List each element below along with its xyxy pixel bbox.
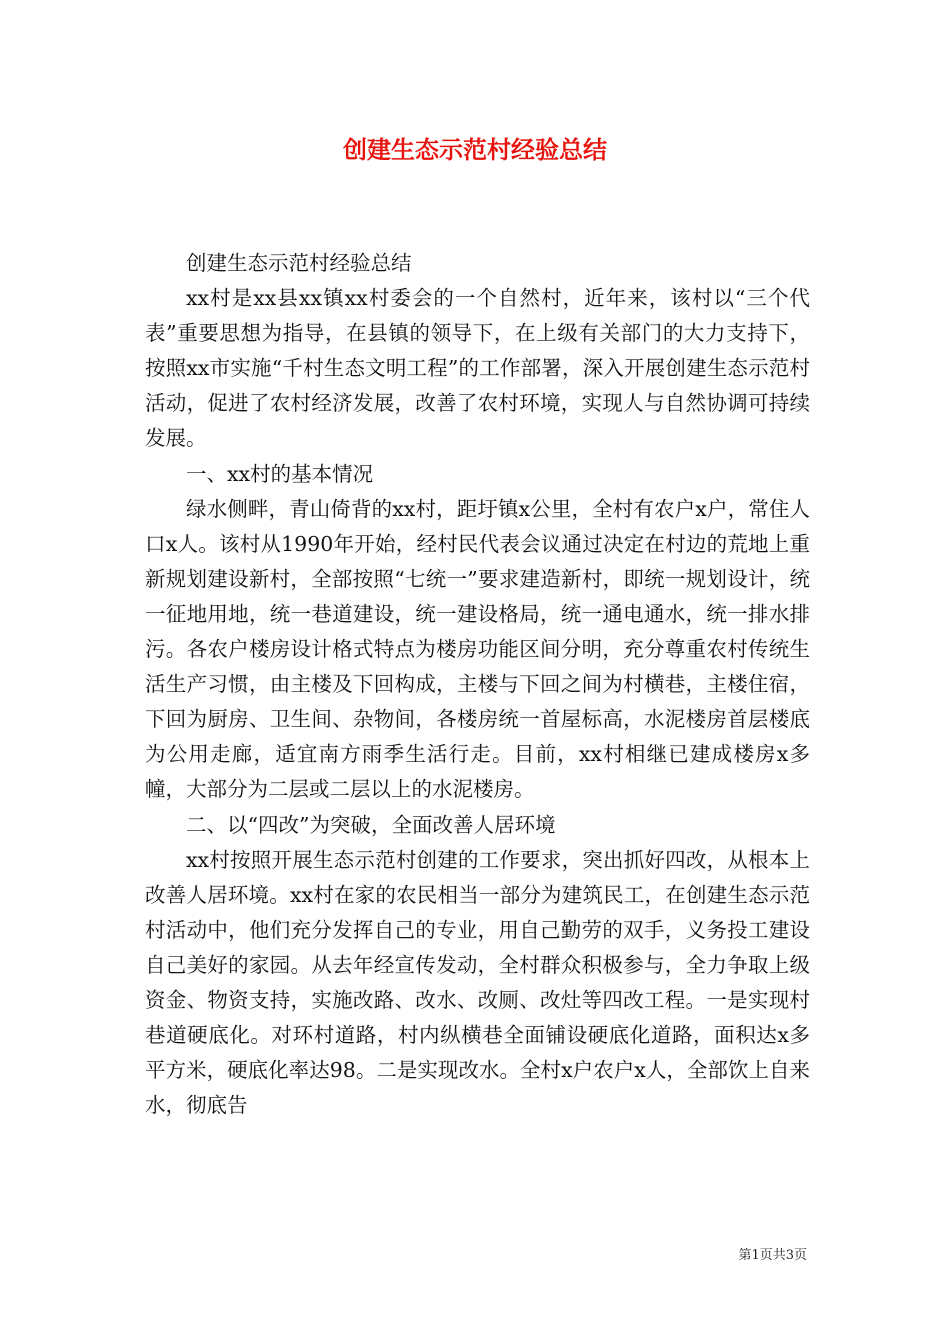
- page-number: 第1页共3页: [738, 1248, 807, 1263]
- paragraph-intro: xx村是xx县xx镇xx村委会的一个自然村，近年来，该村以“三个代表”重要思想为指导，在县镇的领导下，在上级有关部门的大力支持下，按照xx市实施“千村生态文明工程”的工作部署，深入开展创建生态示范村活动，促进了农村经济发展，改善了农村环境，实现人与自然协调可持续发展。: [145, 286, 810, 451]
- section-heading-1: 一、xx村的基本情况: [186, 461, 374, 486]
- paragraph-four-reforms: xx村按照开展生态示范村创建的工作要求，突出抓好四改，从根本上改善人居环境。xx村在家的农民相当一部分为建筑民工，在创建生态示范村活动中，他们充分发挥自己的专业，用自己勤劳的双手，义务投工建设自己美好的家园。从去年经宣传发动，全村群众积极参与，全力争取上级资金、物资支持，实施改路、改水、改厕、改灶等四改工程。一是实现村巷道硬底化。对环村道路，村内纵横巷全面铺设硬底化道路，面积达x多平方米，硬底化率达98。二是实现改水。全村x户农户x人，全部饮上自来水，彻底告: [145, 847, 810, 1118]
- document-title: 创建生态示范村经验总结: [343, 135, 607, 164]
- paragraph-basic-situation: 绿水侧畔，青山倚背的xx村，距圩镇x公里，全村有农户x户，常住人口x人。该村从1990年开始，经村民代表会议通过决定在村边的荒地上重新规划建设新村，全部按照“七统一”要求建造新村，即统一规划设计，统一征地用地，统一巷道建设，统一建设格局，统一通电通水，统一排水排污。各农户楼房设计格式特点为楼房功能区间分明，充分尊重农村传统生活生产习惯，由主楼及下回构成，主楼与下回之间为村横巷，主楼住宿，下回为厨房、卫生间、杂物间，各楼房统一首屋标高，水泥楼房首层楼底为公用走廊，适宜南方雨季生活行走。目前，xx村相继已建成楼房x多幢，大部分为二层或二层以上的水泥楼房。: [145, 496, 810, 802]
- document-body: [145, 246, 810, 1123]
- paragraph-heading: 创建生态示范村经验总结: [186, 251, 412, 275]
- section-heading-2: 二、以“四改”为突破，全面改善人居环境: [186, 812, 556, 837]
